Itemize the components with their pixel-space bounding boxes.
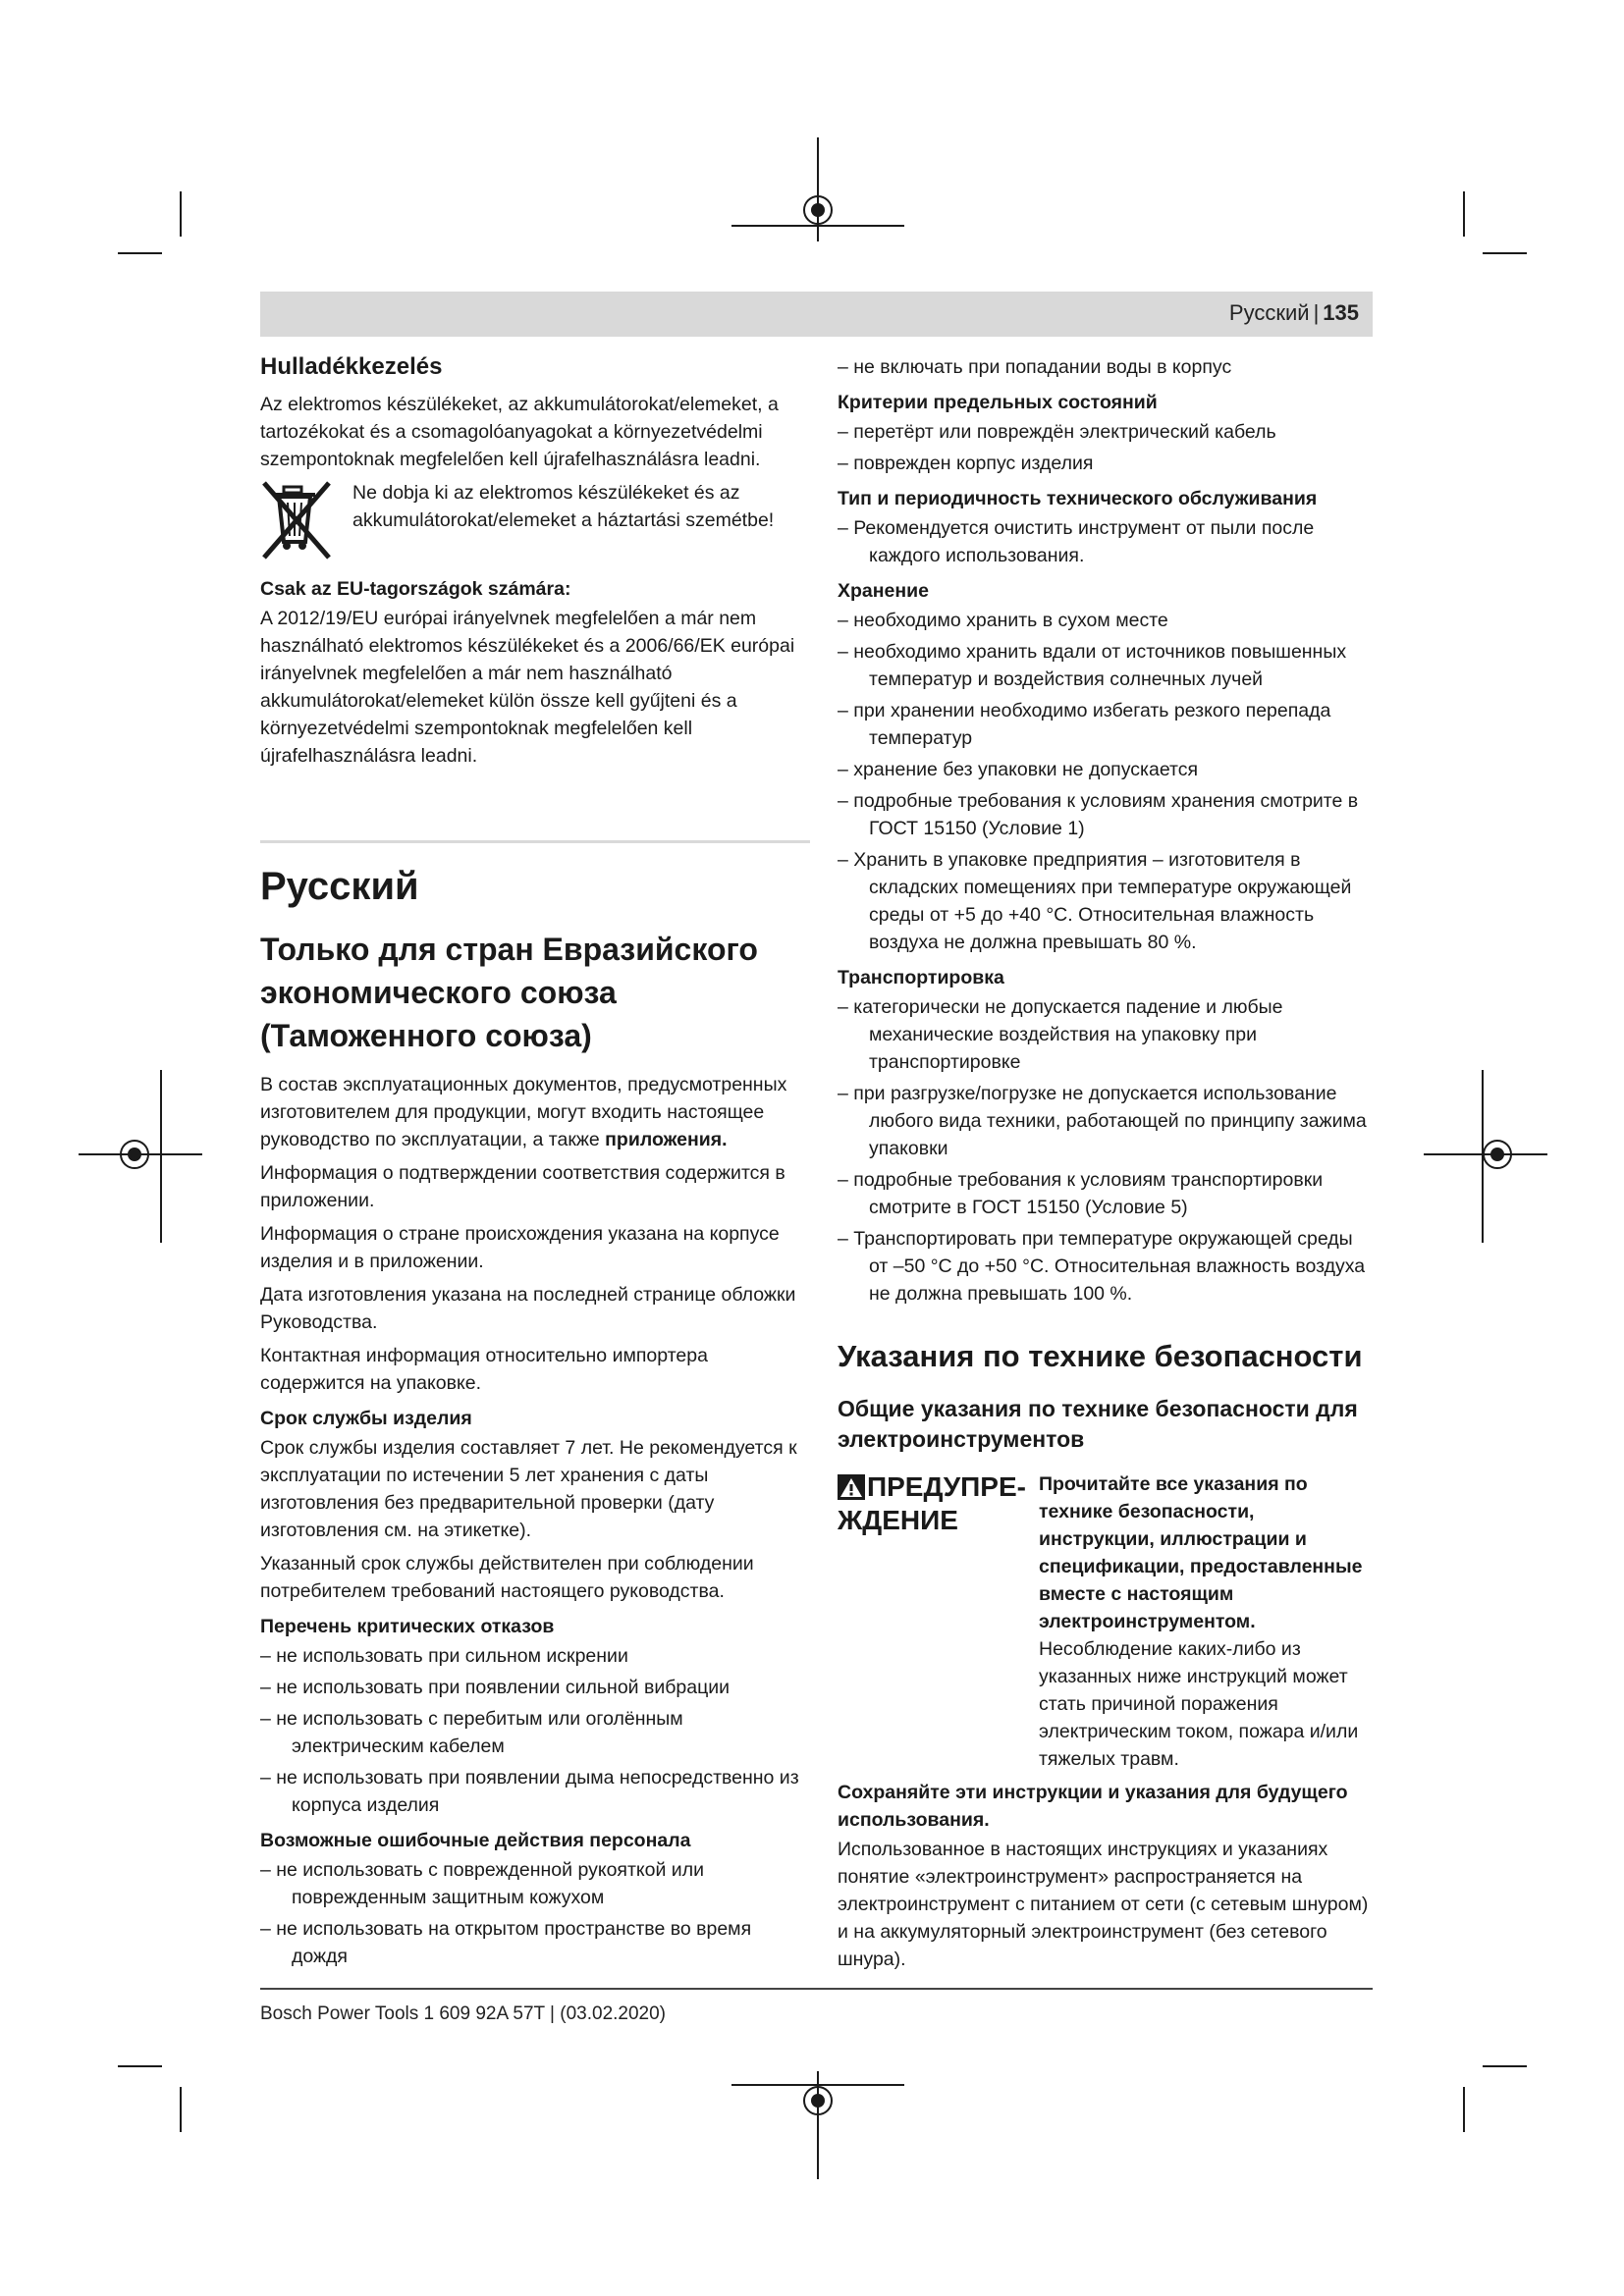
crop-mark <box>1463 2087 1465 2132</box>
warning-block <box>838 1470 1373 1773</box>
crossed-bin-icon <box>260 479 339 561</box>
disposal-title: Hulladékkezelés <box>260 353 443 380</box>
registration-mark-icon <box>731 2071 908 2179</box>
list-item: – не использовать при появлении сильной вибрации <box>260 1677 731 1698</box>
registration-mark-icon <box>731 137 908 245</box>
crop-mark <box>1463 191 1465 237</box>
list-item: – Транспортировать при температуре окружающей среды от –50 °C до +50 °C. Относительная влажность воздуха не должна превышать 100 %. <box>838 1228 1366 1305</box>
service-paragraph: Указанный срок службы действителен при соблюдении потребителем требований настоящего руководства. <box>260 1553 754 1602</box>
crop-mark <box>1483 252 1527 254</box>
crop-mark <box>180 191 182 237</box>
list-item: – поврежден корпус изделия <box>838 453 1094 474</box>
eaeu-paragraph: Информация о стране происхождения указана на корпусе изделия и в приложении. <box>260 1223 780 1272</box>
left-column <box>260 353 810 1974</box>
section-divider <box>260 840 810 843</box>
list-item: – не использовать на открытом пространстве во время дождя <box>260 1918 752 1967</box>
keep-instructions-title: Сохраняйте эти инструкции и указания для будущего использования. <box>838 1782 1348 1831</box>
warning-heading: Прочитайте все указания по технике безопасности, инструкции, иллюстрации и спецификации, предоставленные вместе с настоящим электроинструментом. <box>1039 1473 1363 1632</box>
crop-mark <box>118 252 162 254</box>
disposal-text: Az elektromos készülékeket, az akkumulátorokat/elemeket, a tartozékokat és a csomagolóanyagokat a környezetvédelmi szempontoknak megfelelően kell újrafelhasználásra leadni. <box>260 394 779 470</box>
page-number: 135 <box>1323 300 1359 325</box>
registration-mark-icon <box>1424 1070 1551 1247</box>
list-item: – не использовать с поврежденной рукояткой или поврежденным защитным кожухом <box>260 1859 704 1908</box>
list-item: – Рекомендуется очистить инструмент от пыли после каждого использования. <box>838 517 1315 566</box>
list-item: – не использовать с перебитым или оголённым электрическим кабелем <box>260 1708 683 1757</box>
warning-triangle-icon <box>838 1474 865 1500</box>
weee-notice <box>260 479 810 561</box>
eaeu-paragraph: Информация о подтверждении соответствия содержится в приложении. <box>260 1162 785 1211</box>
eu-title: Csak az EU-tagországok számára: <box>260 578 571 600</box>
right-column <box>838 353 1373 1979</box>
general-safety-title: Общие указания по технике безопасности для электроинструментов <box>838 1396 1358 1452</box>
eaeu-paragraph: Дата изготовления указана на последней странице обложки Руководства. <box>260 1284 796 1333</box>
list-item: – при разгрузке/погрузке не допускается использование любого вида техники, работающей по принципу зажима упаковки <box>838 1083 1367 1159</box>
footer-rule <box>260 1988 1373 1990</box>
list-item: – необходимо хранить в сухом месте <box>838 610 1168 631</box>
weee-text: Ne dobja ki az elektromos készülékeket és az akkumulátorokat/elemeket a háztartási szemétbe! <box>352 482 775 531</box>
maintenance-title: Тип и периодичность технического обслуживания <box>838 488 1318 509</box>
language-title: Русский <box>260 865 419 908</box>
list-item: – Хранить в упаковке предприятия – изготовителя в складских помещениях при температуре окружающей среды от +5 до +40 °C. Относительная влажность воздуха не должна превышать 80 %. <box>838 849 1352 953</box>
eaeu-paragraph: Контактная информация относительно импортера содержится на упаковке. <box>260 1345 708 1394</box>
list-item: – хранение без упаковки не допускается <box>838 759 1199 780</box>
crop-mark <box>180 2087 182 2132</box>
limits-title: Критерии предельных состояний <box>838 392 1158 413</box>
service-title: Срок службы изделия <box>260 1408 472 1429</box>
list-item: – не использовать при появлении дыма непосредственно из корпуса изделия <box>260 1767 799 1816</box>
crop-mark <box>1483 2065 1527 2067</box>
list-item: – при хранении необходимо избегать резкого перепада температур <box>838 700 1331 749</box>
list-item: – не использовать при сильном искрении <box>260 1645 628 1667</box>
warning-text: Несоблюдение каких-либо из указанных ниже инструкций может стать причиной поражения электрическим током, пожара и/или тяжелых травм. <box>1039 1638 1359 1770</box>
eaeu-paragraph: В состав эксплуатационных документов, предусмотренных изготовителем для продукции, могут входить настоящее руководство по эксплуатации, а также приложения. <box>260 1074 787 1150</box>
service-paragraph: Срок службы изделия составляет 7 лет. Не рекомендуется к эксплуатации по истечении 5 лет хранения с даты изготовления без предварительной проверки (дату изготовления см. на этикетке). <box>260 1437 797 1541</box>
transport-title: Транспортировка <box>838 967 1004 988</box>
list-item: – не включать при попадании воды в корпус <box>838 356 1232 378</box>
registration-mark-icon <box>79 1070 206 1247</box>
term-definition: Использованное в настоящих инструкциях и указаниях понятие «электроинструмент» распространяется на электроинструмент с питанием от сети (с сетевым шнуром) и на аккумуляторный электроинструмент (без сетевого шнура). <box>838 1839 1369 1970</box>
failures-title: Перечень критических отказов <box>260 1616 555 1637</box>
errors-title: Возможные ошибочные действия персонала <box>260 1830 691 1851</box>
list-item: – категорически не допускается падение и любые механические воздействия на упаковку при транспортировке <box>838 996 1283 1073</box>
eaeu-title: Только для стран Евразийского экономического союза (Таможенного союза) <box>260 932 758 1053</box>
header-section: Русский <box>1228 300 1310 325</box>
storage-title: Хранение <box>838 580 929 602</box>
warning-label-box <box>838 1470 1039 1537</box>
warning-label: ПРЕДУПРЕ-ЖДЕНИЕ <box>838 1471 1026 1535</box>
list-item: – подробные требования к условиям хранения смотрите в ГОСТ 15150 (Условие 1) <box>838 790 1359 839</box>
crop-mark <box>118 2065 162 2067</box>
page-header: Русский | 135 <box>260 292 1373 337</box>
list-item: – необходимо хранить вдали от источников повышенных температур и воздействия солнечных лучей <box>838 641 1347 690</box>
eu-text: A 2012/19/EU európai irányelvnek megfelelően a már nem használható elektromos készülékeket és a 2006/66/EK európai irányelvnek megfelelően a már nem használható akkumulátorokat/elemeket külön össze kell gyűjteni és a környezetvédelmi szempontoknak megfelelően kell újrafelhasználásra leadni. <box>260 608 795 767</box>
list-item: – подробные требования к условиям транспортировки смотрите в ГОСТ 15150 (Условие 5) <box>838 1169 1324 1218</box>
list-item: – перетёрт или повреждён электрический кабель <box>838 421 1276 443</box>
safety-title: Указания по технике безопасности <box>838 1339 1363 1373</box>
footer-text: Bosch Power Tools 1 609 92A 57T | (03.02.2020) <box>260 2003 667 2024</box>
